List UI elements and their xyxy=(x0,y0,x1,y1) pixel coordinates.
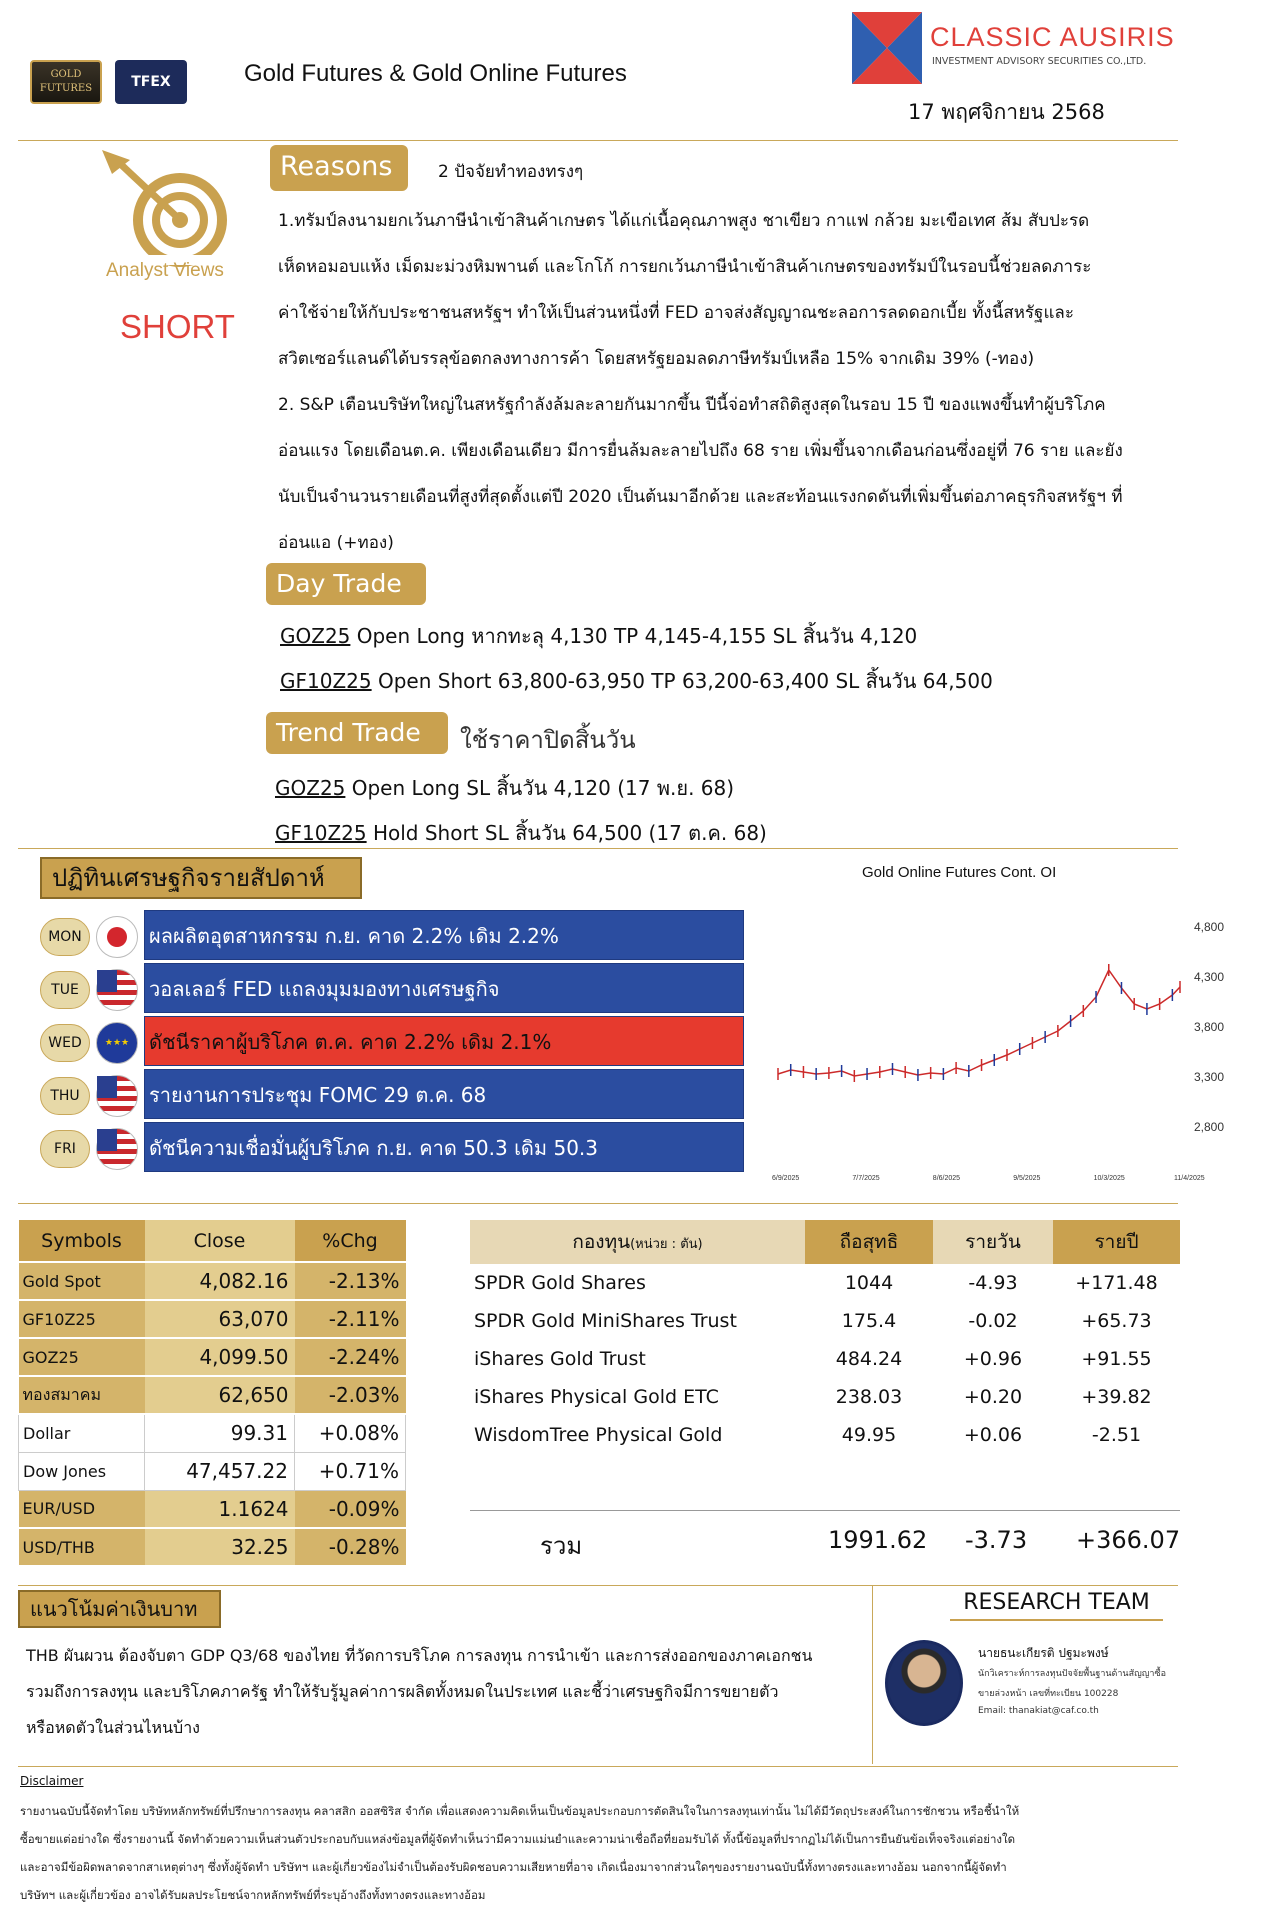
fund-yearly: -2.51 xyxy=(1091,1424,1142,1446)
analyst-role-2: ขายล่วงหน้า เลขที่ทะเบียน 100228 xyxy=(978,1689,1119,1699)
fund-name: SPDR Gold MiniShares Trust xyxy=(474,1310,737,1332)
disclaimer-line-1: รายงานฉบับนี้จัดทำโดย บริษัทหลักทรัพย์ที่ปรึกษาการลงทุน คลาสสิก ออสซิริส จำกัด เพื่อแสดงความคิดเห็นเป็นข้อมูลประกอบการตัดสินใจในการลงทุนเท่านั้น ไม่ได้มีวัตถุประสงค์ในการชักชวน หรือชี้นำให้ xyxy=(20,1804,1020,1818)
day-label: TUE xyxy=(40,971,90,1009)
reasons-line-8: อ่อนแอ (+ทอง) xyxy=(278,533,394,553)
trend-trade-item-2 xyxy=(275,817,767,849)
fund-header: กองทุน(หน่วย : ตัน) xyxy=(572,1231,703,1253)
chart-title: Gold Online Futures Cont. OI xyxy=(862,864,1057,881)
total-holding: 1991.62 xyxy=(828,1526,928,1554)
fund-holding: 238.03 xyxy=(835,1386,903,1408)
symbol-close: 1.1624 xyxy=(145,1490,295,1528)
day-trade-text: Open Long หากทะลุ 4,130 TP 4,145-4,155 SL สิ้นวัน 4,120 xyxy=(350,624,918,648)
symbol-row xyxy=(19,1490,406,1528)
fund-name: iShares Physical Gold ETC xyxy=(474,1386,719,1408)
day-trade-item-1 xyxy=(280,620,917,652)
symbol-row xyxy=(19,1338,406,1376)
gold-futures-logo: GOLD FUTURES xyxy=(30,60,102,104)
disclaimer-title: Disclaimer xyxy=(20,1774,84,1788)
baht-line-2: รวมถึงการลงทุน และบริโภคภาครัฐ ทำให้รับรู้มูลค่าการผลิตทั้งหมดในประเทศ และชี้ว่าเศรษฐกิจมีการขยายตัว xyxy=(26,1682,779,1701)
symbol-pct-change: -2.24% xyxy=(295,1338,406,1376)
tfex-logo: TFEX xyxy=(115,60,187,104)
funds-total-row xyxy=(470,1518,1180,1562)
oi-line-chart xyxy=(760,895,1225,1195)
disclaimer-line-2: ซื้อขายแต่อย่างใด ซึ่งรายงานนี้ จัดทำด้วยความเห็นส่วนตัวประกอบกับแหล่งข้อมูลที่ผู้จัดทำเห็นว่ามีความแม่นยำและความน่าเชื่อถือที่ยอมรับได้ ทั้งนี้ข้อมูลที่ปรากฏไม่ได้เป็นการยืนยันข้อเท็จจริงแต่อย่างใด xyxy=(20,1832,1016,1846)
symbol-pct-change: -2.03% xyxy=(295,1376,406,1414)
fund-name: iShares Gold Trust xyxy=(474,1348,646,1370)
symbol-pct-change: +0.08% xyxy=(295,1414,406,1452)
fund-row xyxy=(470,1340,1180,1378)
us-flag-icon xyxy=(96,1075,138,1117)
symbol-pct-change: -2.13% xyxy=(295,1262,406,1300)
day-trade-text: Open Short 63,800-63,950 TP 63,200-63,400 SL สิ้นวัน 64,500 xyxy=(371,669,993,693)
fund-yearly: +171.48 xyxy=(1075,1272,1158,1294)
day-label: FRI xyxy=(40,1130,90,1168)
calendar-event: ดัชนีความเชื่อมั่นผู้บริโภค ก.ย. คาด 50.3 เดิม 50.3 xyxy=(144,1122,744,1172)
disclaimer-line-4: บริษัทฯ และผู้เกี่ยวข้อง อาจได้รับผลประโยชน์จากหลักทรัพย์ที่ระบุอ้างถึงทั้งทางตรงและทางอ้อม xyxy=(20,1888,486,1902)
brand-logo-icon xyxy=(852,12,922,84)
symbol-row xyxy=(19,1452,406,1490)
symbol-close: 4,099.50 xyxy=(145,1338,295,1376)
reasons-line-1: 1.ทรัมป์ลงนามยกเว้นภาษีนำเข้าสินค้าเกษตร ได้แก่เนื้อคุณภาพสูง ชาเขียว กาแฟ กล้วย มะเขือเทศ ส้ม สับปะรด xyxy=(278,211,1090,231)
calendar-event: รายงานการประชุม FOMC 29 ต.ค. 68 xyxy=(144,1069,744,1119)
symbol-symbol: GF10Z25 xyxy=(19,1300,145,1338)
symbol-row xyxy=(19,1300,406,1338)
fund-holding: 1044 xyxy=(844,1272,894,1294)
fund-daily: +0.20 xyxy=(963,1386,1023,1408)
analyst-email: Email: thanakiat@caf.co.th xyxy=(978,1706,1099,1716)
analyst-views-label: Analyst Views xyxy=(106,260,224,281)
calendar-event: วอลเลอร์ FED แถลงมุมมองทางเศรษฐกิจ xyxy=(144,963,744,1013)
day-label: WED xyxy=(40,1024,90,1062)
fund-daily: +0.96 xyxy=(963,1348,1023,1370)
symbol-pct-change: -0.28% xyxy=(295,1528,406,1566)
fund-row xyxy=(470,1378,1180,1416)
symbol-symbol: Dollar xyxy=(19,1414,145,1452)
day-label: MON xyxy=(40,918,90,956)
analyst-name: นายธนะเกียรติ ปฐมะพงษ์ xyxy=(978,1646,1109,1660)
x-tick-label: 8/6/2025 xyxy=(932,1175,961,1182)
fund-yearly: +91.55 xyxy=(1081,1348,1152,1370)
y-tick-label: 3,300 xyxy=(1194,1070,1225,1084)
analyst-avatar xyxy=(885,1640,963,1726)
total-yearly: +366.07 xyxy=(1076,1526,1181,1554)
fund-row xyxy=(470,1302,1180,1340)
yearly-header: รายปี xyxy=(1053,1220,1180,1264)
y-tick-label: 4,300 xyxy=(1194,970,1225,984)
y-tick-label: 3,800 xyxy=(1194,1020,1225,1034)
baht-line-1: THB ผันผวน ต้องจับตา GDP Q3/68 ของไทย ที่วัดการบริโภค การลงทุน การนำเข้า และการส่งออกของภาคเอกชน xyxy=(26,1646,813,1665)
day-trade-symbol: GOZ25 xyxy=(280,624,351,648)
symbol-close: 32.25 xyxy=(145,1528,295,1566)
close-header: Close xyxy=(145,1220,295,1262)
us-flag-icon xyxy=(96,1128,138,1170)
reasons-line-4: สวิตเซอร์แลนด์ได้บรรลุข้อตกลงทางการค้า โดยสหรัฐยอมลดภาษีทรัมป์เหลือ 15% จากเดิม 39% (-ทอง) xyxy=(278,349,1035,369)
reasons-line-5: 2. S&P เตือนบริษัทใหญ่ในสหรัฐกำลังล้มละลายกันมากขึ้น ปีนี้จ่อทำสถิติสูงสุดในรอบ 15 ปี ของแพงขึ้นทำผู้บริโภค xyxy=(278,395,1106,415)
brand-subtitle: INVESTMENT ADVISORY SECURITIES CO.,LTD. xyxy=(932,56,1147,67)
trend-trade-text: Hold Short SL สิ้นวัน 64,500 (17 ต.ค. 68) xyxy=(366,821,767,845)
page-title: Gold Futures & Gold Online Futures xyxy=(244,60,627,87)
calendar-event: ผลผลิตอุตสาหกรรม ก.ย. คาด 2.2% เดิม 2.2% xyxy=(144,910,744,960)
symbol-symbol: ทองสมาคม xyxy=(19,1376,145,1414)
symbol-close: 99.31 xyxy=(145,1414,295,1452)
oi-series-line xyxy=(778,970,1180,1076)
day-trade-item-2 xyxy=(280,665,993,697)
disclaimer-line-3: และอาจมีข้อผิดพลาดจากสาเหตุต่างๆ ซึ่งทั้งผู้จัดทำ บริษัทฯ และผู้เกี่ยวข้องไม่จำเป็นต้องรับผิดชอบความเสียหายที่อาจ เกิดเนื่องมาจากส่วนใดๆของรายงานฉบับนี้ทั้งทางตรงและทางอ้อม นอกจากนี้ผู้จัดทำ xyxy=(20,1860,1007,1874)
y-tick-label: 4,800 xyxy=(1194,920,1225,934)
symbol-row xyxy=(19,1262,406,1300)
report-date: 17 พฤศจิกายน 2568 xyxy=(908,100,1105,124)
fund-row xyxy=(470,1264,1180,1302)
us-flag-icon xyxy=(96,969,138,1011)
eu-flag-icon: ★★★ xyxy=(96,1022,138,1064)
x-tick-label: 11/4/2025 xyxy=(1174,1175,1205,1182)
symbol-close: 62,650 xyxy=(145,1376,295,1414)
symbol-symbol: EUR/USD xyxy=(19,1490,145,1528)
symbol-row xyxy=(19,1376,406,1414)
reasons-subtitle: 2 ปัจจัยทำทองทรงๆ xyxy=(438,162,584,182)
symbol-row xyxy=(19,1528,406,1566)
funds-table xyxy=(470,1220,1180,1454)
fund-holding: 49.95 xyxy=(841,1424,897,1446)
reasons-line-3: ค่าใช้จ่ายให้กับประชาชนสหรัฐฯ ทำให้เป็นส่วนหนึ่งที่ FED อาจส่งสัญญาณชะลอการลดดอกเบี้ย ทั้งนี้สหรัฐและ xyxy=(278,303,1074,323)
day-trade-symbol: GF10Z25 xyxy=(280,669,372,693)
analyst-role: นักวิเคราะห์การลงทุนปัจจัยพื้นฐานด้านสัญญาซื้อ xyxy=(978,1669,1166,1679)
reasons-tag: Reasons xyxy=(270,145,408,191)
fund-name: WisdomTree Physical Gold xyxy=(474,1424,723,1446)
reasons-line-6: อ่อนแรง โดยเดือนต.ค. เพียงเดือนเดียว มีการยื่นล้มละลายไปถึง 68 ราย เพิ่มขึ้นจากเดือนก่อนซึ่งอยู่ที่ 76 ราย และยัง xyxy=(278,441,1123,461)
fund-daily: -0.02 xyxy=(968,1310,1018,1332)
reasons-line-2: เห็ดหอมอบแห้ง เม็ดมะม่วงหิมพานต์ และโกโก้ การยกเว้นภาษีนำเข้าสินค้าเกษตรของทรัมป์ในรอบนี้ช่วยลดภาระ xyxy=(278,257,1092,277)
daily-header: รายวัน xyxy=(965,1231,1021,1253)
pct-change-header: %Chg xyxy=(295,1220,406,1262)
trend-trade-symbol: GOZ25 xyxy=(275,776,346,800)
symbol-close: 47,457.22 xyxy=(145,1452,295,1490)
x-tick-label: 10/3/2025 xyxy=(1093,1175,1125,1182)
symbols-header: Symbols xyxy=(19,1220,145,1262)
symbol-pct-change: -0.09% xyxy=(295,1490,406,1528)
fund-yearly: +65.73 xyxy=(1081,1310,1152,1332)
fund-holding: 175.4 xyxy=(841,1310,897,1332)
symbol-symbol: USD/THB xyxy=(19,1528,145,1566)
reasons-line-7: นับเป็นจำนวนรายเดือนที่สูงที่สุดตั้งแต่ปี 2020 เป็นต้นมาอีกด้วย และสะท้อนแรงกดดันที่เพิ่มขึ้นต่อภาคธุรกิจสหรัฐฯ ที่ xyxy=(278,487,1123,507)
x-tick-label: 7/7/2025 xyxy=(852,1175,880,1182)
fund-daily: -4.93 xyxy=(968,1272,1018,1294)
symbol-symbol: Dow Jones xyxy=(19,1452,145,1490)
trend-trade-note: ใช้ราคาปิดสิ้นวัน xyxy=(460,726,636,754)
x-tick-label: 6/9/2025 xyxy=(772,1175,800,1182)
target-icon xyxy=(100,150,245,265)
total-daily: -3.73 xyxy=(965,1526,1028,1554)
symbol-pct-change: -2.11% xyxy=(295,1300,406,1338)
day-trade-tag: Day Trade xyxy=(266,563,426,605)
trend-trade-text: Open Long SL สิ้นวัน 4,120 (17 พ.ย. 68) xyxy=(345,776,735,800)
net-holding-header: ถือสุทธิ xyxy=(805,1220,933,1264)
japan-flag-icon xyxy=(96,916,138,958)
brand-name: CLASSIC AUSIRIS xyxy=(930,22,1175,52)
symbols-table xyxy=(18,1220,406,1567)
symbol-close: 4,082.16 xyxy=(145,1262,295,1300)
fund-holding: 484.24 xyxy=(835,1348,903,1370)
total-label: รวม xyxy=(540,1532,583,1560)
research-team-title: RESEARCH TEAM xyxy=(950,1590,1163,1621)
trend-trade-tag: Trend Trade xyxy=(266,712,448,754)
analyst-view-signal: SHORT xyxy=(120,308,235,345)
symbol-symbol: Gold Spot xyxy=(19,1262,145,1300)
baht-trend-tag: แนวโน้มค่าเงินบาท xyxy=(18,1590,221,1628)
symbol-close: 63,070 xyxy=(145,1300,295,1338)
fund-name: SPDR Gold Shares xyxy=(474,1272,646,1294)
symbol-pct-change: +0.71% xyxy=(295,1452,406,1490)
x-tick-label: 9/5/2025 xyxy=(1013,1175,1041,1182)
baht-line-3: หรือหดตัวในส่วนไหนบ้าง xyxy=(26,1718,200,1737)
trend-trade-symbol: GF10Z25 xyxy=(275,821,367,845)
day-label: THU xyxy=(40,1077,90,1115)
calendar-event: ดัชนีราคาผู้บริโภค ต.ค. คาด 2.2% เดิม 2.1% xyxy=(144,1016,744,1066)
calendar-title: ปฏิทินเศรษฐกิจรายสัปดาห์ xyxy=(40,857,362,899)
fund-yearly: +39.82 xyxy=(1081,1386,1152,1408)
y-tick-label: 2,800 xyxy=(1194,1120,1225,1134)
trend-trade-item-1 xyxy=(275,772,734,804)
fund-daily: +0.06 xyxy=(963,1424,1023,1446)
fund-row xyxy=(470,1416,1180,1454)
symbol-row xyxy=(19,1414,406,1452)
symbol-symbol: GOZ25 xyxy=(19,1338,145,1376)
